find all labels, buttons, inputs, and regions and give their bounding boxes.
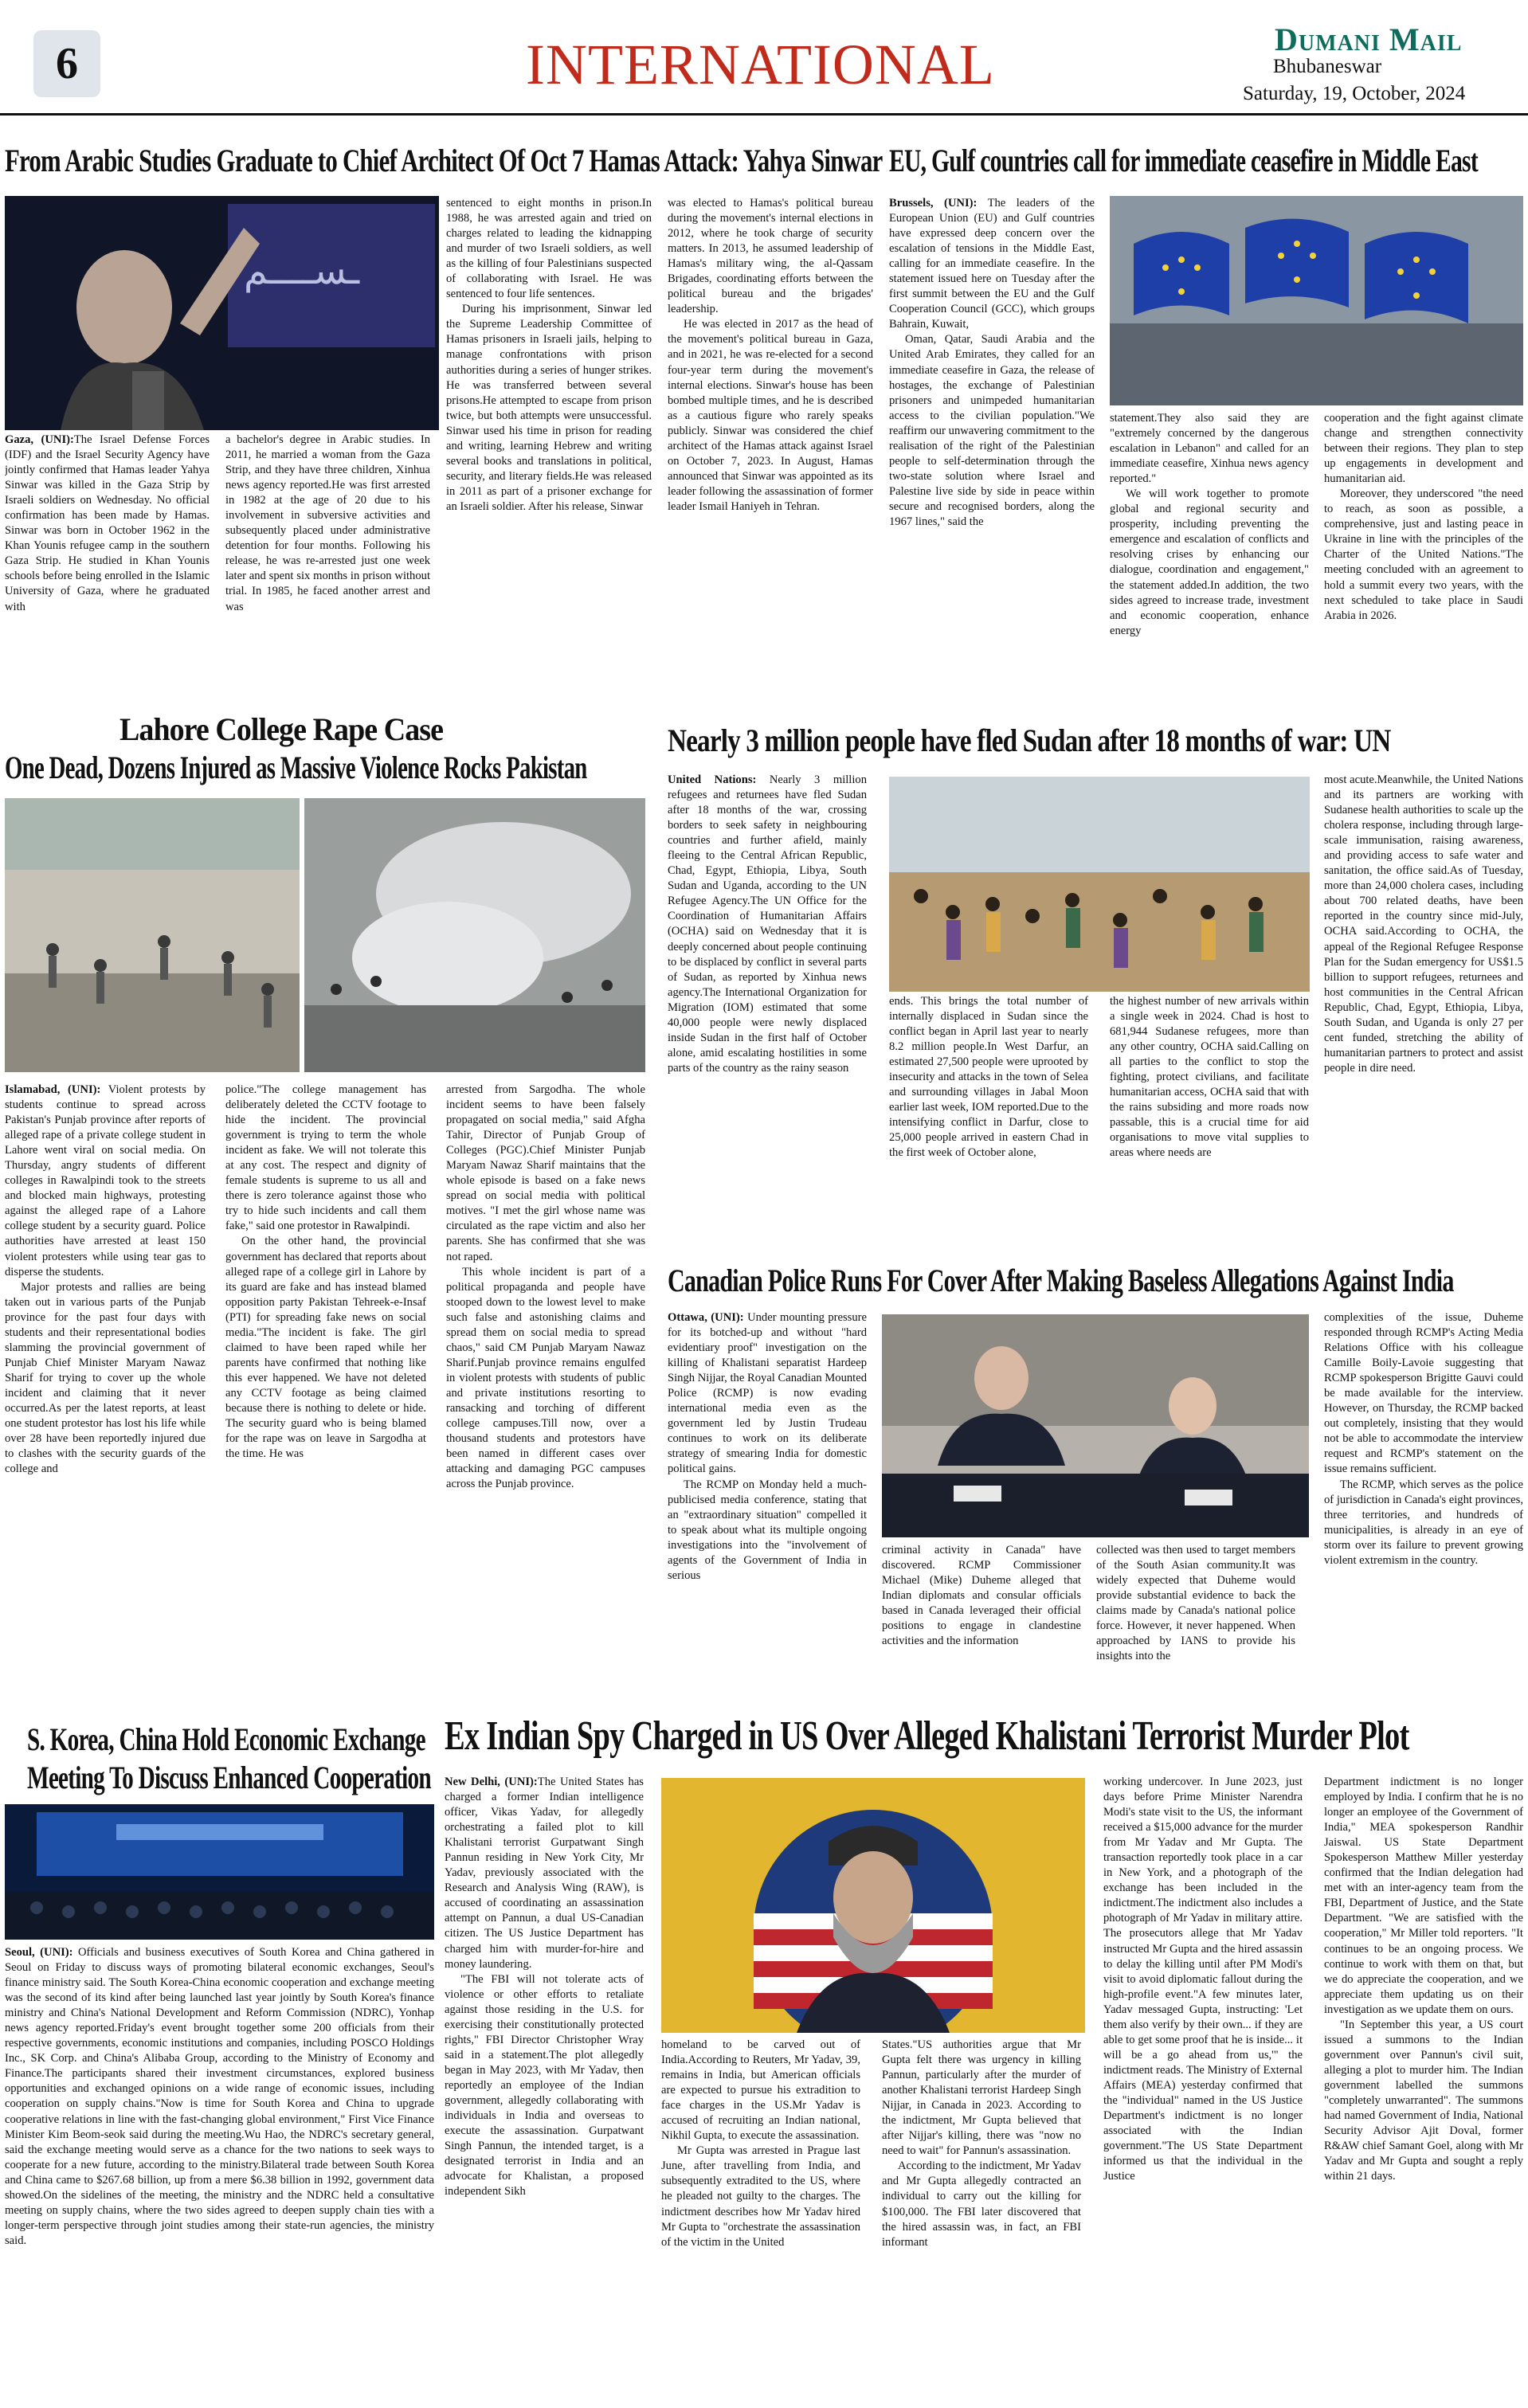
eu-flags-illustration [1110,196,1523,405]
canada-text-2: criminal activity in Canada" have discovered. RCMP Commissioner Michael (Mike) Duheme alleged that Indian diplomats and consular officials based in Canada leveraged their official positions to engage in clandestine activities and the information [882,1544,1081,1648]
korea-headline-1: S. Korea, China Hold Economic Exchange [27,1721,425,1757]
korea-headline-2: Meeting To Discuss Enhanced Cooperation [27,1760,431,1795]
eu-col3 [1324,411,1523,727]
spy-text-2b: Mr Gupta was arrested in Prague last June, after travelling from India, and subsequently extradited to the US, where he pleaded not guilty to the charges. The indictment describes how Mr Yadav hired Mr Gupta to "orchestrate the assassination of the victim in the United [661,2144,860,2249]
sinwar-text-3a: sentenced to eight months in prison.In 1988, he was arrested again and tried on charges related to leading the kidnapping and murder of two Israeli soldiers, as well as the killing of four Palestinians suspected of collaborating with Israel. He was sentenced to four life sentences. [446,197,652,301]
pannun-portrait [661,1778,1085,2033]
lahore-dateline: Islamabad, (UNI): [5,1083,101,1096]
spy-text-2a: homeland to be carved out of India.According to Reuters, Mr Yadav, 39, remains in India, but American officials are expected to pursue his extradition to face charges in the US.Mr Yadav is accused of recruiting an Indian national, Nikhil Gupta, to execute the assassination. [661,2038,860,2143]
korea-photo [5,1804,434,1940]
eu-flags-photo [1110,196,1523,405]
sudan-text-4: most acute.Meanwhile, the United Nations and its partners are working with Sudanese health authorities to scale up the cholera response, including through large-scale immunisation, raising awareness, and providing access to safe water and sanitation, the office said.As of Tuesday, more than 24,000 cholera cases, including about 700 related deaths, have been reported in the country since mid-July, OCHA said.According to OCHA, the appeal of the Regional Refugee Response Plan for the Sudan emergency for US$1.5 billion to support refugees, returnees and host communities in the Central African Republic, Chad, Egypt, Ethiopia, Libya, South Sudan, and Uganda is only 27 per cent funded, stretching the ability of humanitarian partners to protect and assist people in dire need. [1324,773,1523,1075]
canada-col4 [1324,1310,1523,1709]
canada-text-3: collected was then used to target members of the South Asian community.It was widely expected that Duheme would provide substantial evidence to back the claims made by Canada's national police force. However, it never happened. When approached by IANS to provide his insights into the [1096,1544,1295,1663]
sudan-text-1: Nearly 3 million refugees and returnees have fled Sudan after 18 months of the war, crossing borders to seek safety in neighbouring countries and further afield, mainly fleeing to the Central African Republic, Chad, Egypt, Ethiopia, Libya, South Sudan and Uganda, according to the UN Refugee Agency.The UN Office for the Coordination of Humanitarian Affairs (OCHA) said on Wednesday that it is deeply concerned about people continuing to be displaced by conflict in several parts of Sudan, as reported by Xinhua news agency.The International Organization for Migration (IOM) estimated that some 40,000 people were newly displaced inside Sudan in the first half of October alone, amid escalating hostilities in some parts of the country as the rainy season [668,773,867,1075]
spy-col5 [1324,1775,1523,2404]
canada-col3 [1096,1543,1295,1709]
spy-text-3a: States."US authorities argue that Mr Gupta felt there was urgency in killing Pannun, particularly after the murder of another Khalistani terrorist Hardeep Singh Nijjar, in Canada in 2023. According to the indictment, Mr Gupta believed that after Nijjar's killing, there was "now no need to wait" for Pannun's assassination. [882,2038,1081,2158]
canada-photo [882,1314,1309,1537]
page-number: 6 [33,30,100,97]
sudan-col4 [1324,773,1523,1251]
sudan-photo [889,777,1310,992]
masthead: Dumani Mail [1275,22,1463,57]
sudan-text-3: the highest number of new arrivals within a single week in 2024. Chad is host to 681,944 Sudanese refugees, more than any other country, OCHA said.Calling on all parties to the conflict to stop the fighting, protect civilians, and facilitate humanitarian access, OCHA said that with the rains subsiding and more roads now passable, this is a crucial time for aid organisations to move vital supplies to areas where needs are [1110,995,1309,1160]
canada-text-4a: complexities of the issue, Duheme responded through RCMP's Acting Media Relations Office with his colleague Camille Boily-Lavoie suggesting that RCMP spokesperson Brigitte Gauvi could be made available for the interview. However, on Thursday, the RCMP backed out completely, insisting that they would not be able to accommodate the interview request and RCMP's statement on the issue remains sufficient. [1324,1311,1523,1476]
spy-col1 [445,1775,644,2404]
lahore-text-1b: Major protests and rallies are being taken out in various parts of the Punjab province for the past four days with students and their representational bodies slamming the provincial government of Punjab Chief Minister Maryam Nawaz Sharif for trying to cover up the whole incident and claiming that it never occurred.As per the latest reports, at least one student protestor has lost his life while over 28 have been reportedly injured due to clashes with the security guards of the college and [5,1280,206,1476]
spy-dateline: New Delhi, (UNI): [445,1776,538,1788]
spy-text-1b: "The FBI will not tolerate acts of violence or other efforts to retaliate against those residing in the U.S. for exercising their constitutionally protected rights," FBI Director Christopher Wray said in a statement.The plot allegedly began in May 2023, with Mr Yadav, then reportedly an employee of the Indian government, allegedly collaborating with individuals in India and overseas to execute the assassination. Gurpatwant Singh Pannun, the intended target, is a designated terrorist in India and an advocate for Khalistan, a proposed independent Sikh [445,1972,644,2199]
sinwar-text-3b: During his imprisonment, Sinwar led the Supreme Leadership Committee of Hamas prisoners in Israeli jails, helping to manage confrontations with prison authorities during a series of hunger strikes. He was transferred between several prisons.He attempted to escape from prison twice, but both attempts were unsuccessful. Sinwar used his time in prison for reading and writing, learning Hebrew and writing several books and translations in political, security, and literary fields.He was released in 2011 as part of a prisoner exchange for an Israeli soldier. After his release, Sinwar [446,303,652,513]
header-rule [0,113,1528,116]
korea-text: Officials and business executives of South Korea and China gathered in Seoul on Friday to discuss ways of promoting bilateral economic exchanges, Seoul's finance ministry said. The South Korea-China economic cooperation and exchange meeting was the second of its kind after being launched last year jointly by South Korea's finance ministry and China's National Development and Reform Commission (NDRC), Yonhap news agency reported.Friday's event brought together some 200 officials from their respective governments, economic institutions and companies, including POSCO Holdings Inc., SK Corp. and China's Alibaba Group, according to the Ministry of Economy and Finance.The participants shared their investment circumstances, explored business opportunities and exchanged opinions on a wide range of economic issues, including cooperation on supply chains."Now is time for South Korea and China to upgrade cooperative relations in line with the fast-changing global environment," First Vice Finance Minister Kim Beom-seok said during the meeting.Wu Hao, the NDRC's secretary general, said the exchange meeting would serve as a chance for the two nations to seek ways to cooperate for a new future, according to the ministry.Bilateral trade between South Korea and China came to $267.68 billion, up from a mere $6.38 billion in 1992, government data showed.On the sidelines of the meeting, the ministry and the NDRC held a consultative meeting on supply chains, where the two sides agreed to deepen supply chain ties with a longer-term perspective through joint studies among their state-run agencies, the ministry said. [5,1946,434,2247]
lahore-text-3b: This whole incident is part of a political propaganda and people have stooped down to the lowest level to make such false and astonishing claims and spread them on social media to spread chaos," said CM Punjab Maryam Nawaz Sharif.Punjab province remains engulfed in violent protests with students of public and private institutions resorting to ransacking and torching of different college campuses.Till now, over a thousand students and protestors have been named in different cases over attacking and damaging PGC campuses across the Punjab province. [446,1265,645,1491]
sinwar-col3 [446,196,652,727]
canada-text-1: Under mounting pressure for its botched-up and without "hard evidentiary proof" investigation on the killing of Khalistani separatist Hardeep Singh Nijjar, the Royal Canadian Mounted Police (RCMP) is now evading international media even as the government led by Justin Trudeau continues to work on its deliberate strategy of smearing India for domestic political gains. [668,1311,867,1476]
sudan-headline: Nearly 3 million people have fled Sudan after 18 months of war: UN [668,722,1391,758]
canada-headline: Canadian Police Runs For Cover After Making Baseless Allegations Against India [668,1263,1454,1298]
sudan-col1 [668,773,867,1251]
eu-text-2a: statement.They also said they are "extremely concerned by the dangerous escalation in Lebanon" and called for an immediate ceasefire, Xinhua news agency reported." [1110,412,1309,486]
speaker-silhouette [5,196,439,430]
eu-text-3a: cooperation and the fight against climate change and strengthen connectivity between their regions. They plan to step up engagements in development and humanitarian aid. [1324,412,1523,486]
spy-text-5b: "In September this year, a US court issued a summons to the Indian government over Pannun's civil suit, alleging a plot to murder him. The Indian government labelled the summons "completely unwarranted". The summons had named Government of India, National Security Advisor Ajit Doval, former R&AW chief Samant Goel, along with Mr Yadav and Mr Gupta and sought a reply within 21 days. [1324,2018,1523,2183]
eu-text-1b: Oman, Qatar, Saudi Arabia and the United Arab Emirates, they called for an immediate ceasefire in Gaza, the release of hostages, the exchange of Palestinian prisoners and unimpeded humanitarian access to the civilian population."We reaffirm our unwavering commitment to the realisation of the right of the Palestinian people to self-determination through the two-state solution where Israel and Palestine live side by side in peace within secure and recognised borders, along the 1967 lines," said the [889,333,1095,528]
canada-col2 [882,1543,1081,1709]
sinwar-text-4a: was elected to Hamas's political bureau during the movement's internal elections in 2012, where he took charge of security matters. In 2013, he assumed leadership of Hamas's military wing, the al-Qassam Brigades, coordinating efforts between the political bureau and the brigades' leadership. [668,197,873,316]
canada-dateline: Ottawa, (UNI): [668,1311,744,1324]
lahore-photo-left [5,798,300,1072]
edition-city: Bhubaneswar [1273,56,1382,77]
lahore-col1 [5,1083,206,1704]
sudan-col2 [889,994,1088,1251]
eu-dateline: Brussels, (UNI): [889,197,978,209]
lahore-text-1a: Violent protests by students continue to spread across Pakistan's Punjab province after reports of alleged rape of a private college student in Lahore went viral on social media. On Thursday, angry students of different colleges in Rawalpindi took to the streets and blocked main highways, protesting against the alleged rape of a Lahore college student by a security guard. Police authorities have arrested at least 150 violent protesters while using tear gas to disperse the students. [5,1083,206,1278]
eu-col1 [889,196,1095,727]
lahore-headline-1: Lahore College Rape Case [119,711,444,747]
canada-text-4b: The RCMP, which serves as the police of jurisdiction in Canada's eight provinces, three territories, and hundreds of municipalities, is already in an eye of storm over its failure to prevent growing violent extremism in the country. [1324,1478,1523,1567]
refugees-scene [889,777,1310,992]
spy-text-4: working undercover. In June 2023, just days before Prime Minister Narendra Modi's state visit to the US, the informant received a $15,000 advance for the murder from Mr Yadav and Mr Gupta. The transaction reportedly took place in a car in New York, and a photograph of the exchange has been included in the indictment.The indictment also includes a photograph of Mr Yadav in military attire. The prosecutors allege that Mr Yadav instructed Mr Gupta and the hired assassin to delay the killing until after PM Modi's visit to avoid diplomatic fallout during the high-profile event."A few minutes later, Yadav messaged Gupta, instructing: 'Let them also verify by their own... if they are able to get some proof that he is inside... it will be a go ahead from us,'" the indictment reads. The Ministry of External Affairs (MEA) yesterday confirmed that the "individual" named in the US Justice Department's indictment is no longer associated with the Indian government."The US State Department informed us that the individual in the Justice [1103,1776,1303,2183]
lahore-photo-right [304,798,645,1072]
lahore-col3 [446,1083,645,1704]
sinwar-col2 [225,433,430,727]
spy-headline: Ex Indian Spy Charged in US Over Alleged Khalistani Terrorist Murder Plot [445,1713,1409,1759]
svg-text:ـســــم: ـســــم [244,249,360,293]
lahore-text-2a: police."The college management has deliberately deleted the CCTV footage to hide the incident. The provincial government is trying to term the whole incident as fake. We will not tolerate this at any cost. The respect and dignity of female students is supreme to us all and there is zero tolerance against those who try to hide such incidents and call them fake," said one protestor in Rawalpindi. [225,1083,426,1233]
sinwar-text-4b: He was elected in 2017 as the head of the movement's political bureau in Gaza, and in 2021, he was re-elected for a second four-year term during the movement's internal elections. Sinwar's house has been bombed multiple times, and he is described as a cautious figure who rarely speaks publicly. Sinwar was considered the chief architect of the Hamas attack against Israel on October 7, 2023. In August, Hamas announced that Sinwar was appointed as its leader following the assassination of former leader Ismail Haniyeh in Tehran. [668,318,873,513]
spy-col2 [661,2038,860,2404]
sinwar-text-2: a bachelor's degree in Arabic studies. In 2011, he married a woman from the Gaza Strip, and they have three children, Xinhua news agency reported.He was first arrested in 1982 at the age of 20 due to his involvement in subversive activities and subsequently placed under administrative detention for four months. Following his release, he was re-arrested just one week later and spent six months in prison without trial. In 1985, he faced another arrest and was [225,433,430,613]
sinwar-text-1: The Israel Defense Forces (IDF) and the Israel Security Agency have jointly confirmed that Hamas leader Yahya Sinwar was killed in the Gaza Strip by Israeli soldiers on Wednesday. No official confirmation has been made by Hamas. Sinwar was born in October 1962 in the Khan Younis refugee camp in the southern Gaza Strip. He studied in Khan Younis schools before being enrolled in the Islamic University of Gaza, where he graduated with [5,433,210,613]
lahore-headline-2: One Dead, Dozens Injured as Massive Violence Rocks Pakistan [5,750,587,785]
sudan-col3 [1110,994,1309,1251]
sinwar-col1 [5,433,210,727]
protest-scene-2 [304,798,645,1072]
sudan-text-2: ends. This brings the total number of internally displaced in Sudan since the conflict began in April last year to nearly 8.2 million people.In West Darfur, an estimated 27,500 people were uprooted by insecurity and attacks in the town of Selea and surrounding villages in Jabal Moon earlier last week, IOM reported.Due to the intensifying conflict in Darfur, close to 25,000 people arrived in eastern Chad in the first week of October alone, [889,995,1088,1160]
eu-text-1a: The leaders of the European Union (EU) and Gulf countries have expressed deep concern over the escalation of tensions in the Middle East, calling for an immediate ceasefire. In the statement issued here on Tuesday after the first summit between the EU and the Gulf Cooperation Council (GCC), which groups Bahrain, Kuwait, [889,197,1095,331]
eu-headline: EU, Gulf countries call for immediate ceasefire in Middle East [889,143,1478,178]
canada-text-1b: The RCMP on Monday held a much-publicised media conference, stating that an "extraordinary situation" compelled it to speak about what its multiple ongoing investigations into the "involvement of agents of the Government of India in serious [668,1478,867,1582]
press-conference-scene [882,1314,1309,1537]
protest-scene-1 [5,798,300,1072]
lahore-text-3a: arrested from Sargodha. The whole incident seems to have been falsely propagated on social media," said Afgha Tahir, Director of Punjab Group of Colleges (PGC).Chief Minister Punjab Maryam Nawaz Sharif maintains that the whole episode is based on a fake news spread on social media with political motives. "I met the girl whose name was circulated as the rape victim and also her parents. She has confirmed that she was not raped. [446,1083,645,1263]
spy-text-3b: According to the indictment, Mr Yadav and Mr Gupta allegedly contracted an individual to carry out the killing for $100,000. The FBI later discovered that the hired assassin was, in fact, an FBI informant [882,2159,1081,2249]
spy-text-5a: Department indictment is no longer employed by India. I confirm that he is no longer an employee of the Government of India," MEA spokesperson Randhir Jaiswal. US State Department Spokesperson Matthew Miller yesterday confirmed that the Indian delegation had met with an inter-agency team from the FBI, Department of Justice, and the State Department. "We are satisfied with the cooperation," Mr Miller told reporters. "It continues to be an ongoing process. We continue to work with them on that, but we do appreciate the cooperation, and we appreciate them updating us on their investigation as we update them on ours. [1324,1776,1523,2016]
spy-col3 [882,2038,1081,2404]
korea-body [5,1945,434,2403]
eu-col2 [1110,411,1309,727]
edition-date: Saturday, 19, October, 2024 [1243,83,1466,104]
lahore-col2 [225,1083,426,1704]
spy-col4 [1103,1775,1303,2404]
canada-col1 [668,1310,867,1709]
korea-dateline: Seoul, (UNI): [5,1946,73,1959]
conference-hall-scene [5,1804,434,1940]
lahore-text-2b: On the other hand, the provincial government has declared that reports about alleged rape of a college girl in Lahore by its guard are fake and has instead blamed opposition party Pakistan Tehreek-e-Insaf (PTI) for spreading fake news on social media."The incident is fake. The girl claimed to have been raped while her parents have confirmed that nothing like this ever happened. We have not deleted any CCTV footage as being claimed because there is nothing to delete or hide. The security guard who is being blamed for the rape was on leave in Sargodha at the time. He was [225,1235,426,1461]
spy-photo [661,1778,1085,2033]
sudan-dateline: United Nations: [668,773,757,786]
spy-text-1a: The United States has charged a former Indian intelligence officer, Vikas Yadav, for allegedly orchestrating a failed plot to kill Khalistani terrorist Gurpatwant Singh Pannun residing in New York City, Mr Yadav, previously associated with the Research and Analysis Wing (RAW), is accused of coordinating an assassination attempt on Pannun, a dual US-Canadian citizen. The US Justice Department has charged him with murder-for-hire and money laundering. [445,1776,644,1971]
section-title: INTERNATIONAL [526,33,995,96]
sinwar-headline: From Arabic Studies Graduate to Chief Architect Of Oct 7 Hamas Attack: Yahya Sinwar [5,143,883,178]
sinwar-dateline: Gaza, (UNI): [5,433,74,446]
eu-text-3b: Moreover, they underscored "the need to reach, as soon as possible, a comprehensive, just and lasting peace in Ukraine in line with the principles of the Charter of the United Nations."The meeting concluded with an agreement to hold a summit every two years, with the next scheduled to take place in Saudi Arabia in 2026. [1324,487,1523,622]
sinwar-photo [5,196,439,430]
sinwar-col4 [668,196,873,727]
eu-text-2b: We will work together to promote global and regional security and prosperity, including preventing the emergence and escalation of conflicts and resolving crises by enhancing our dialogue, coordination and engagement," the statement added.In addition, the two sides agreed to increase trade, investment and economic cooperation, enhance energy [1110,487,1309,637]
